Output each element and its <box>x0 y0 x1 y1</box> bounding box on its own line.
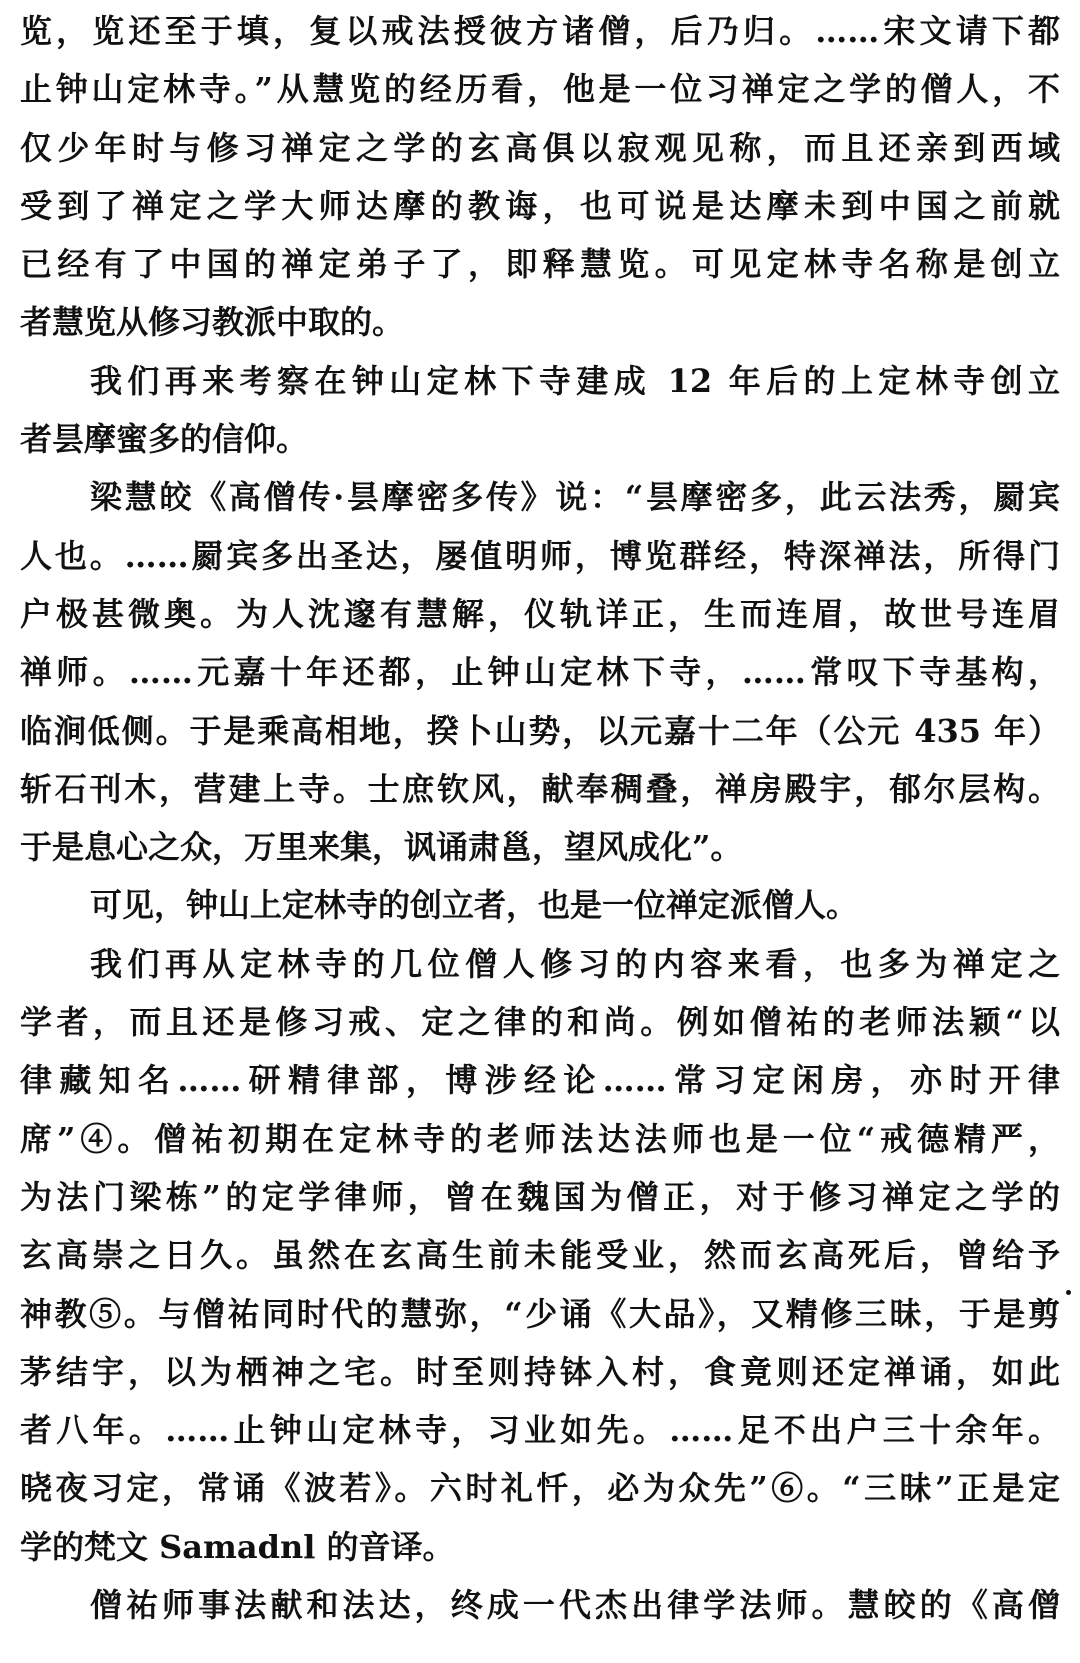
text-line: 玄高崇之日久。虽然在玄高生前未能受业，然而玄高死后，曾给予 <box>20 1236 1060 1275</box>
text-line: 于是息心之众，万里来集，讽诵肃邕，望风成化”。 <box>20 828 743 867</box>
text-line: 斩石刊木，营建上寺。士庶钦风，献奉稠叠，禅房殿宇，郁尔层构。 <box>20 769 1060 808</box>
paragraph-first-line: 梁慧皎《高僧传·昙摩密多传》说：“昙摩密多，此云法秀，罽宾 <box>90 478 1060 517</box>
text-line: 律藏知名……研精律部，博涉经论……常习定闲房，亦时开律 <box>20 1061 1060 1100</box>
text-line: 学者，而且还是修习戒、定之律的和尚。例如僧祐的老师法颖“以 <box>20 1003 1060 1042</box>
text-line: 神教⑤。与僧祐同时代的慧弥，“少诵《大品》，又精修三昧，于是剪 <box>20 1294 1060 1333</box>
text-line: 茅结宇，以为栖神之宅。时至则持钵入村，食竟则还定禅诵，如此 <box>20 1352 1060 1391</box>
text-line: 仅少年时与修习禅定之学的玄高俱以寂观见称，而且还亲到西域 <box>20 128 1060 167</box>
text-line: 户极甚微奥。为人沈邃有慧解，仪轨详正，生而连眉，故世号连眉 <box>20 594 1060 633</box>
text-line: 晓夜习定，常诵《波若》。六时礼忏，必为众先”⑥。“三昧”正是定 <box>20 1469 1060 1508</box>
text-line: 者慧览从修习教派中取的。 <box>20 303 405 342</box>
text-line: 为法门梁栋”的定学律师，曾在魏国为僧正，对于修习禅定之学的 <box>20 1177 1060 1216</box>
text-line: 席”④。僧祐初期在定林寺的老师法达法师也是一位“戒德精严， <box>20 1119 1060 1158</box>
text-line: 止钟山定林寺。”从慧览的经历看，他是一位习禅定之学的僧人，不 <box>20 70 1060 109</box>
body-text <box>20 2 1060 1634</box>
text-line: 者昙摩蜜多的信仰。 <box>20 420 309 459</box>
text-line: 学的梵文 Samadnl 的音译。 <box>20 1527 455 1566</box>
text-line: 已经有了中国的禅定弟子了，即释慧览。可见定林寺名称是创立 <box>20 245 1060 284</box>
scan-speck <box>1066 1290 1071 1295</box>
paragraph-first-line: 可见，钟山上定林寺的创立者，也是一位禅定派僧人。 <box>90 886 859 925</box>
text-line: 者八年。……止钟山定林寺，习业如先。……足不出户三十余年。 <box>20 1411 1060 1450</box>
text-line: 览，览还至于填，复以戒法授彼方诸僧，后乃归。……宋文请下都 <box>20 12 1060 50</box>
text-line: 人也。……罽宾多出圣达，屡值明师，博览群经，特深禅法，所得门 <box>20 536 1060 575</box>
paragraph-first-line: 我们再来考察在钟山定林下寺建成 12 年后的上定林寺创立 <box>90 361 1060 400</box>
text-line: 临涧低侧。于是乘高相地，揆卜山势，以元嘉十二年（公元 435 年） <box>20 711 1060 750</box>
paragraph-first-line: 我们再从定林寺的几位僧人修习的内容来看，也多为禅定之 <box>90 944 1060 983</box>
text-line: 受到了禅定之学大师达摩的教诲，也可说是达摩未到中国之前就 <box>20 186 1060 225</box>
text-line: 禅师。……元嘉十年还都，止钟山定林下寺，……常叹下寺基构， <box>20 653 1060 692</box>
paragraph-first-line: 僧祐师事法献和法达，终成一代杰出律学法师。慧皎的《高僧 <box>90 1586 1060 1625</box>
